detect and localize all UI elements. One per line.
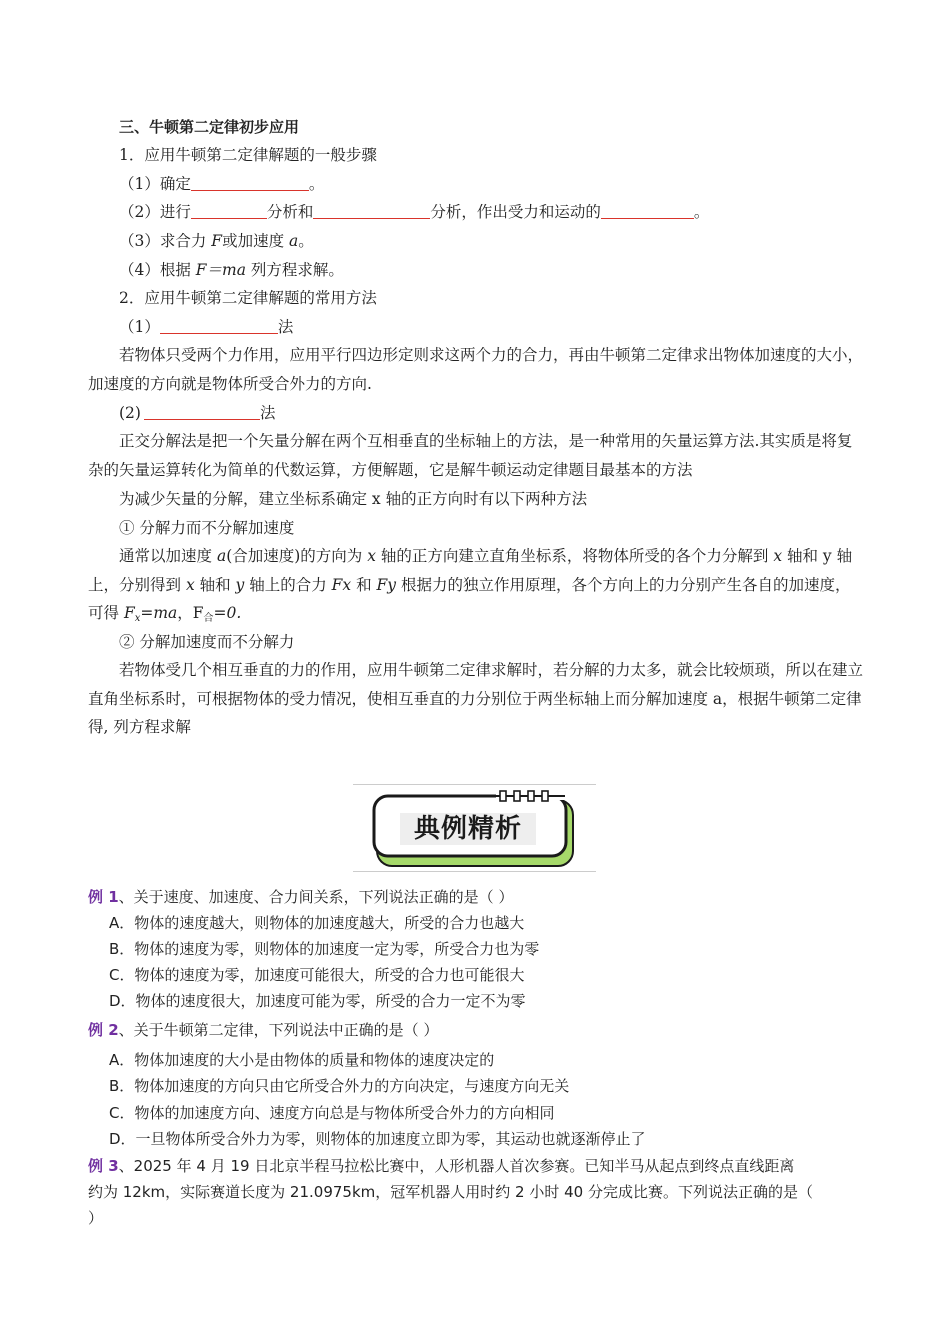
sub1-seg: 和	[351, 575, 377, 594]
option-a[interactable]: A．物体的速度越大，则物体的加速度越大，所受的合力也越大	[109, 914, 525, 932]
method-1	[119, 316, 293, 338]
answer-blank[interactable]	[313, 202, 430, 219]
example-3-question	[88, 1155, 794, 1177]
subscript-x: x	[134, 613, 141, 624]
sub1-seg: 通常以加速度	[119, 547, 217, 565]
sub1-seg: 根据力的独立作用原理，各个方向上的力分别产生各自的加速度，可得	[88, 575, 851, 622]
step-4	[119, 259, 344, 281]
banner-label: 典例精析	[413, 814, 522, 844]
step-1-suffix: 。	[308, 175, 325, 193]
steps-heading: 1．应用牛顿第二定律解题的一般步骤	[119, 146, 377, 164]
example-tag: 例 2	[88, 1021, 119, 1039]
sub1-seg: 轴和 y 轴上，分别得到	[88, 547, 853, 594]
example-tag: 例 1	[88, 888, 119, 906]
example-2-question	[88, 1019, 438, 1041]
example-3-question-cont: 约为 12km，实际赛道长度为 21.0975km，冠军机器人用时约 2 小时 40 分完成比赛。下列说法正确的是（	[88, 1183, 813, 1201]
option-d[interactable]: D．一旦物体所受合外力为零，则物体的加速度立即为零，其运动也就逐渐停止了	[109, 1130, 646, 1148]
step-3-suffix: 。	[298, 232, 314, 250]
answer-blank[interactable]	[144, 403, 260, 420]
sub1-seg: (合加速度)的方向为	[226, 547, 368, 565]
step-4-prefix: （4）根据	[119, 261, 196, 279]
var-y: y	[235, 575, 245, 594]
step-2-mid2: 分析，作出受力和运动的	[430, 203, 601, 221]
sub-1-text	[88, 542, 864, 634]
example-tag: 例 3	[88, 1157, 119, 1175]
var-x: x	[773, 547, 783, 565]
question-text: 、关于牛顿第二定律，下列说法中正确的是（ ）	[118, 1021, 439, 1039]
option-c[interactable]: C．物体的速度为零，加速度可能很大，所受的合力也可能很大	[109, 966, 525, 984]
sub-2-title: ② 分解加速度而不分解力	[119, 633, 295, 651]
method-2-prefix: (2)	[119, 404, 141, 422]
var-x: x	[185, 575, 195, 594]
step-1-prefix: （1）确定	[119, 175, 191, 193]
var-F: F	[211, 232, 223, 250]
step-4-suffix: 列方程求解。	[246, 261, 344, 279]
method-2-suffix: 法	[259, 404, 276, 422]
answer-blank[interactable]	[191, 202, 267, 219]
subscript-he: 合	[203, 613, 214, 624]
sub1-seg: ，F	[177, 604, 204, 622]
method-2-text: 正交分解法是把一个矢量分解在两个互相垂直的坐标轴上的方法，是一种常用的矢量运算方法.其实质是将复杂的矢量运算转化为简单的代数运算，方便解题，它是解牛顿运动定律题目最基本的方法	[88, 432, 853, 479]
step-2-suffix: 。	[693, 203, 710, 221]
formula: F＝ma	[195, 261, 246, 279]
method-1-suffix: 法	[277, 318, 294, 336]
var-Fx: Fx	[331, 575, 352, 594]
var-Fy: Fy	[376, 575, 397, 594]
axis-text: 为减少矢量的分解，建立坐标系确定 x 轴的正方向时有以下两种方法	[119, 490, 588, 508]
method-2	[119, 402, 275, 424]
example-1-question	[88, 886, 513, 908]
question-text: 、2025 年 4 月 19 日北京半程马拉松比赛中，人形机器人首次参赛。已知半马从起点到终点直线距离	[118, 1157, 795, 1175]
equation: =ma	[140, 604, 178, 622]
example-banner	[353, 784, 596, 872]
step-1	[119, 173, 324, 195]
method-1-prefix: （1）	[119, 318, 160, 336]
sub1-seg: 轴和	[194, 575, 236, 594]
answer-blank[interactable]	[191, 174, 309, 191]
option-d[interactable]: D．物体的速度很大，加速度可能为零，所受的合力一定不为零	[109, 992, 526, 1010]
option-b[interactable]: B．物体加速度的方向只由它所受合外力的方向决定，与速度方向无关	[109, 1077, 570, 1095]
section-title: 三、牛顿第二定律初步应用	[119, 118, 300, 136]
sub1-seg: 轴上的合力	[244, 575, 332, 594]
step-2-prefix: （2）进行	[119, 203, 191, 221]
step-2	[119, 201, 709, 223]
answer-blank[interactable]	[160, 317, 278, 334]
sub1-seg: 轴的正方向建立直角坐标系，将物体所受的各个力分解到	[375, 547, 774, 565]
option-c[interactable]: C．物体的加速度方向、速度方向总是与物体所受合外力的方向相同	[109, 1104, 555, 1122]
sub-1-title: ① 分解力而不分解加速度	[119, 519, 295, 537]
option-b[interactable]: B．物体的速度为零，则物体的加速度一定为零，所受合力也为零	[109, 940, 540, 958]
step-2-mid1: 分析和	[266, 203, 314, 221]
var-a: a	[289, 232, 299, 250]
sub-2-text: 若物体受几个相互垂直的力的作用，应用牛顿第二定律求解时，若分解的力太多，就会比较烦琐，所以在建立直角坐标系时，可根据物体的受力情况，使相互垂直的力分别位于两坐标轴上而分解加速度 a，根据牛顿第二定律得, 列方程求解	[88, 661, 864, 736]
var-a: a	[216, 547, 227, 565]
step-3-mid: 或加速度	[222, 232, 289, 250]
methods-heading: 2．应用牛顿第二定律解题的常用方法	[119, 289, 377, 307]
answer-blank[interactable]	[601, 202, 694, 219]
var-F: F	[123, 604, 135, 622]
equation: =0.	[213, 604, 242, 622]
step-3	[119, 230, 314, 252]
option-a[interactable]: A．物体加速度的大小是由物体的质量和物体的速度决定的	[109, 1051, 495, 1069]
example-3-question-end: ）	[88, 1209, 104, 1227]
question-text: 、关于速度、加速度、合力间关系，下列说法正确的是（ ）	[118, 888, 514, 906]
method-1-text: 若物体只受两个力作用，应用平行四边形定则求这两个力的合力，再由牛顿第二定律求出物体加速度的大小，加速度的方向就是物体所受合外力的方向.	[88, 346, 864, 393]
var-x: x	[367, 547, 376, 565]
step-3-prefix: （3）求合力	[119, 232, 212, 250]
